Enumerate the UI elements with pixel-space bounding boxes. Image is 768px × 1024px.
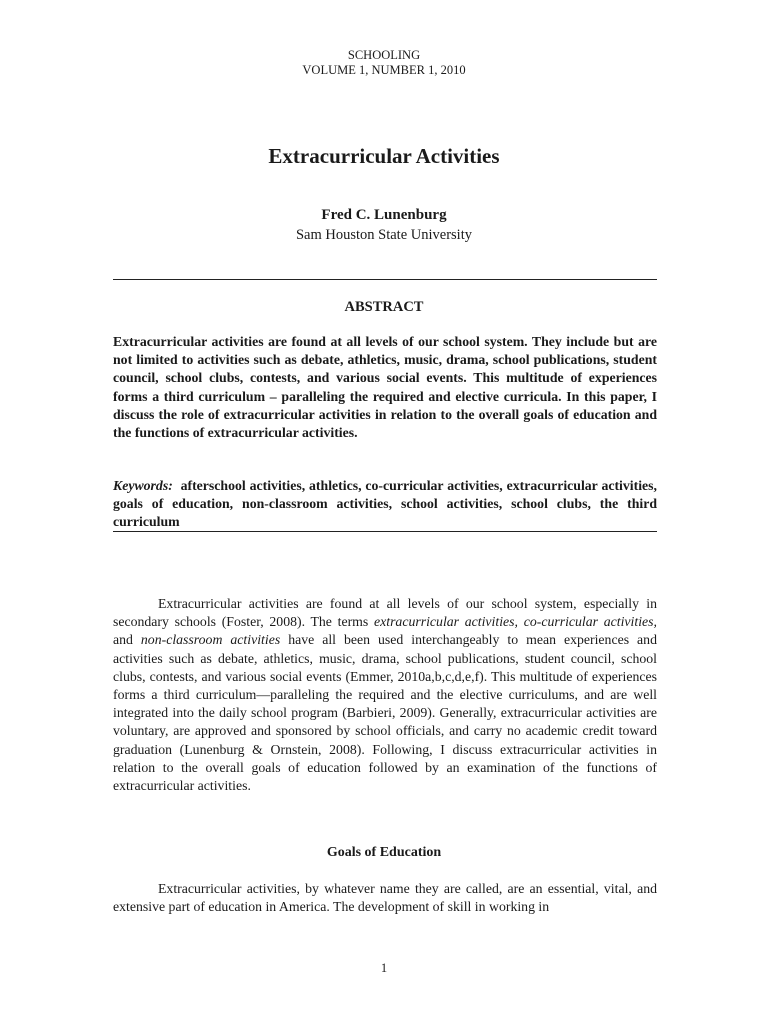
- author-affiliation: Sam Houston State University: [295, 227, 472, 243]
- author-name: Fred C. Lunenburg: [321, 207, 447, 223]
- intro-term-2: non-classroom activities: [140, 632, 281, 648]
- paper-title: Extracurricular Activities: [268, 144, 500, 168]
- section-heading: Goals of Education: [326, 845, 442, 860]
- keywords: [113, 477, 657, 532]
- keywords-label: Keywords:: [113, 478, 173, 493]
- intro-term-1: extracurricular activities, co-curricular activities,: [373, 614, 657, 630]
- journal-name: SCHOOLING: [347, 48, 421, 62]
- intro-text-a: Extracurricular activities are found at all levels of our school system, especially in secondary schools (Foster, 2008). The terms: [113, 596, 657, 630]
- abstract-heading: ABSTRACT: [344, 299, 424, 315]
- bottom-divider: [113, 531, 657, 532]
- journal-volume: VOLUME 1, NUMBER 1, 2010: [302, 63, 466, 77]
- keywords-list: afterschool activities, athletics, co-curricular activities, extracurricular activities, goals of education, non-classroom activities, school activities, school clubs, the third curriculum: [113, 478, 657, 530]
- intro-paragraph: [113, 595, 657, 795]
- top-divider: [113, 279, 657, 280]
- section-paragraph: Extracurricular activities, by whatever name they are called, are an essential, vital, and extensive part of education in America. The development of skill in working in: [113, 881, 657, 915]
- abstract-text: Extracurricular activities are found at all levels of our school system. They include but are not limited to activities such as debate, athletics, music, drama, school publications, student council, school clubs, contests, and various social events. This multitude of experiences forms a third curriculum – paralleling the required and elective curricula. In this paper, I discuss the role of extracurricular activities in relation to the overall goals of education and the functions of extracurricular activities.: [113, 334, 657, 441]
- intro-text-b: and: [113, 632, 141, 648]
- intro-text-c: have all been used interchangeably to mean experiences and activities such as debate, athletics, music, drama, school publications, student council, school clubs, contests, and various social events (Emmer, 2010a,b,c,d,e,f). This multitude of experiences forms a third curriculum—paralleling the required and the elective curriculums, and are well integrated into the daily school program (Barbieri, 2009). Generally, extracurricular activities are voluntary, are approved and sponsored by school officials, and carry no academic credit toward graduation (Lunenburg & Ornstein, 2008). Following, I discuss extracurricular activities in relation to the overall goals of education followed by an examination of the functions of extracurricular activities.: [113, 632, 657, 794]
- page-number: 1: [380, 961, 388, 975]
